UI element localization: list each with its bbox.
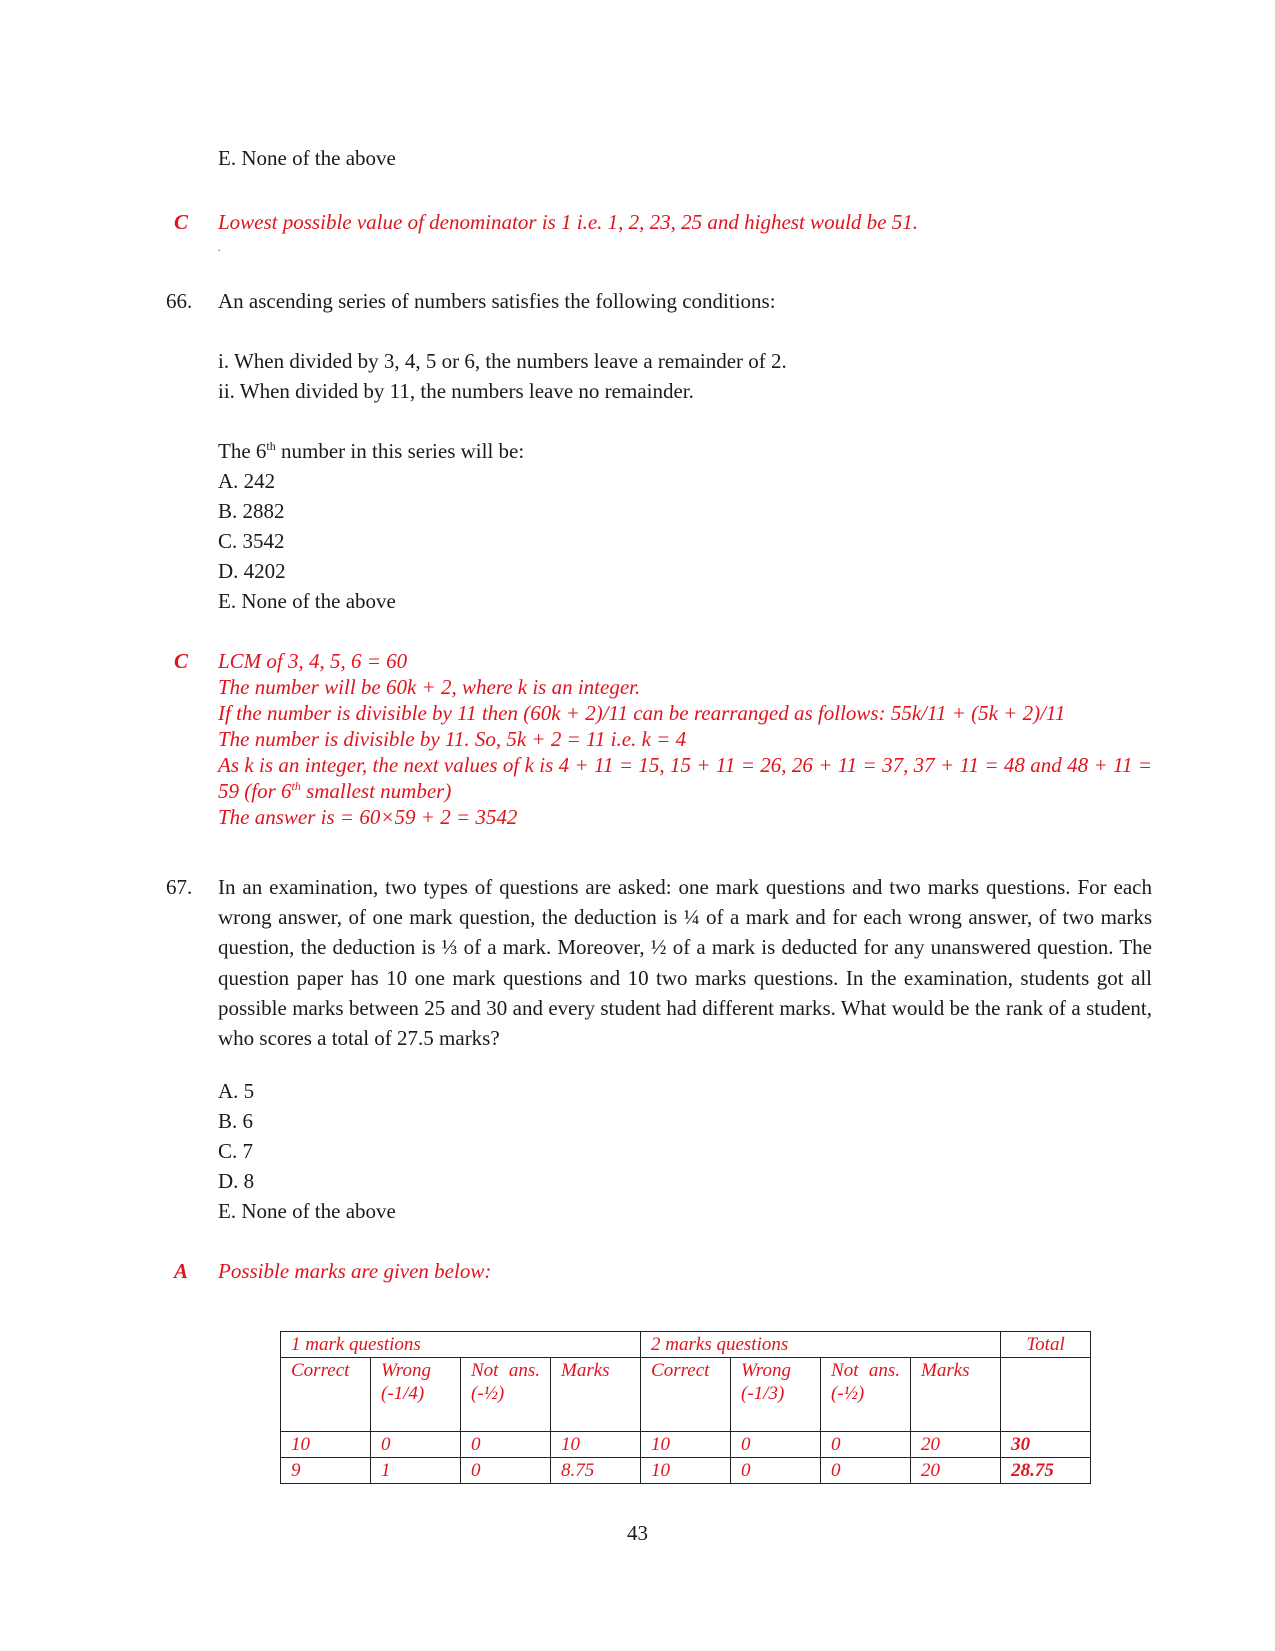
column-header: Marks xyxy=(551,1358,641,1432)
solution-line: LCM of 3, 4, 5, 6 = 60 xyxy=(218,649,408,673)
question-stem: An ascending series of numbers satisfies the following conditions: xyxy=(218,289,776,313)
column-header: Wrong (-1/4) xyxy=(371,1358,461,1432)
option-d: D. 4202 xyxy=(218,559,286,583)
table-cell: 20 xyxy=(911,1432,1001,1458)
table-cell: 0 xyxy=(731,1458,821,1484)
table-row xyxy=(281,1458,1091,1484)
column-header: Not ans. (-½) xyxy=(821,1358,911,1432)
condition-2: ii. When divided by 11, the numbers leave no remainder. xyxy=(218,379,694,403)
table-cell: 0 xyxy=(821,1432,911,1458)
group-header-2-marks: 2 marks questions xyxy=(641,1332,1001,1358)
question-number: 66. xyxy=(166,289,193,313)
solution-line: If the number is divisible by 11 then (60k + 2)/11 can be rearranged as follows: 55k/11 + (5k + 2)/11 xyxy=(218,701,1066,725)
option-e: E. None of the above xyxy=(218,589,396,613)
table-cell: 10 xyxy=(281,1432,371,1458)
option-c: C. 7 xyxy=(218,1139,254,1163)
option-b: B. 6 xyxy=(218,1109,254,1133)
table-cell: 0 xyxy=(461,1458,551,1484)
answer-letter: C xyxy=(174,210,189,234)
option-e: E. None of the above xyxy=(218,146,396,170)
table-cell: 0 xyxy=(461,1432,551,1458)
table-group-row xyxy=(281,1332,1091,1358)
option-e: E. None of the above xyxy=(218,1199,396,1223)
column-header xyxy=(1001,1358,1091,1432)
page-number: 43 xyxy=(627,1521,648,1545)
table-cell: 0 xyxy=(821,1458,911,1484)
table-header-row xyxy=(281,1358,1091,1432)
column-header: Correct xyxy=(281,1358,371,1432)
option-a: A. 242 xyxy=(218,469,276,493)
total-cell: 30 xyxy=(1001,1432,1091,1458)
total-header: Total xyxy=(1001,1332,1091,1358)
condition-1: i. When divided by 3, 4, 5 or 6, the numbers leave a remainder of 2. xyxy=(218,349,787,373)
table-cell: 10 xyxy=(551,1432,641,1458)
answer-letter: C xyxy=(174,649,189,673)
table-cell: 0 xyxy=(371,1432,461,1458)
question-prompt: The 6th number in this series will be: xyxy=(218,439,525,463)
solution xyxy=(218,648,1152,830)
table-row xyxy=(281,1432,1091,1458)
marks-table xyxy=(280,1331,1091,1484)
column-header: Correct xyxy=(641,1358,731,1432)
solution-line: The number will be 60k + 2, where k is an integer. xyxy=(218,675,641,699)
column-header: Not ans. (-½) xyxy=(461,1358,551,1432)
solution-line: The answer is = 60×59 + 2 = 3542 xyxy=(218,805,518,829)
table-cell: 0 xyxy=(731,1432,821,1458)
total-cell: 28.75 xyxy=(1001,1458,1091,1484)
option-d: D. 8 xyxy=(218,1169,255,1193)
column-header: Wrong (-1/3) xyxy=(731,1358,821,1432)
stray-dot: . xyxy=(218,240,221,254)
option-a: A. 5 xyxy=(218,1079,255,1103)
question-stem: In an examination, two types of questions are asked: one mark questions and two marks questions. For each wrong answer, of one mark question, the deduction is ¼ of a mark and for each wrong answer, of two marks question, the deduction is ⅓ of a mark. Moreover, ½ of a mark is deducted for any unanswered question. The question paper has 10 one mark questions and 10 two marks questions. In the examination, students got all possible marks between 25 and 30 and every student had different marks. What would be the rank of a student, who scores a total of 27.5 marks? xyxy=(218,875,1152,1051)
answer-explanation: Lowest possible value of denominator is 1 i.e. 1, 2, 23, 25 and highest would be 51. xyxy=(218,210,918,234)
table-cell: 9 xyxy=(281,1458,371,1484)
solution-line: The number is divisible by 11. So, 5k + 2 = 11 i.e. k = 4 xyxy=(218,727,687,751)
option-c: C. 3542 xyxy=(218,529,285,553)
answer-letter: A xyxy=(174,1259,189,1283)
table-cell: 10 xyxy=(641,1458,731,1484)
table-cell: 1 xyxy=(371,1458,461,1484)
group-header-1-mark: 1 mark questions xyxy=(281,1332,641,1358)
table-cell: 10 xyxy=(641,1432,731,1458)
solution-line: As k is an integer, the next values of k is 4 + 11 = 15, 15 + 11 = 26, 26 + 11 = 37, 37 + 11 = 48 and 48 + 11 = 59 (for 6th smallest number) xyxy=(218,753,1152,803)
table-cell: 8.75 xyxy=(551,1458,641,1484)
column-header: Marks xyxy=(911,1358,1001,1432)
option-b: B. 2882 xyxy=(218,499,285,523)
question-number: 67. xyxy=(166,875,193,899)
answer-intro: Possible marks are given below: xyxy=(218,1259,492,1283)
table-cell: 20 xyxy=(911,1458,1001,1484)
